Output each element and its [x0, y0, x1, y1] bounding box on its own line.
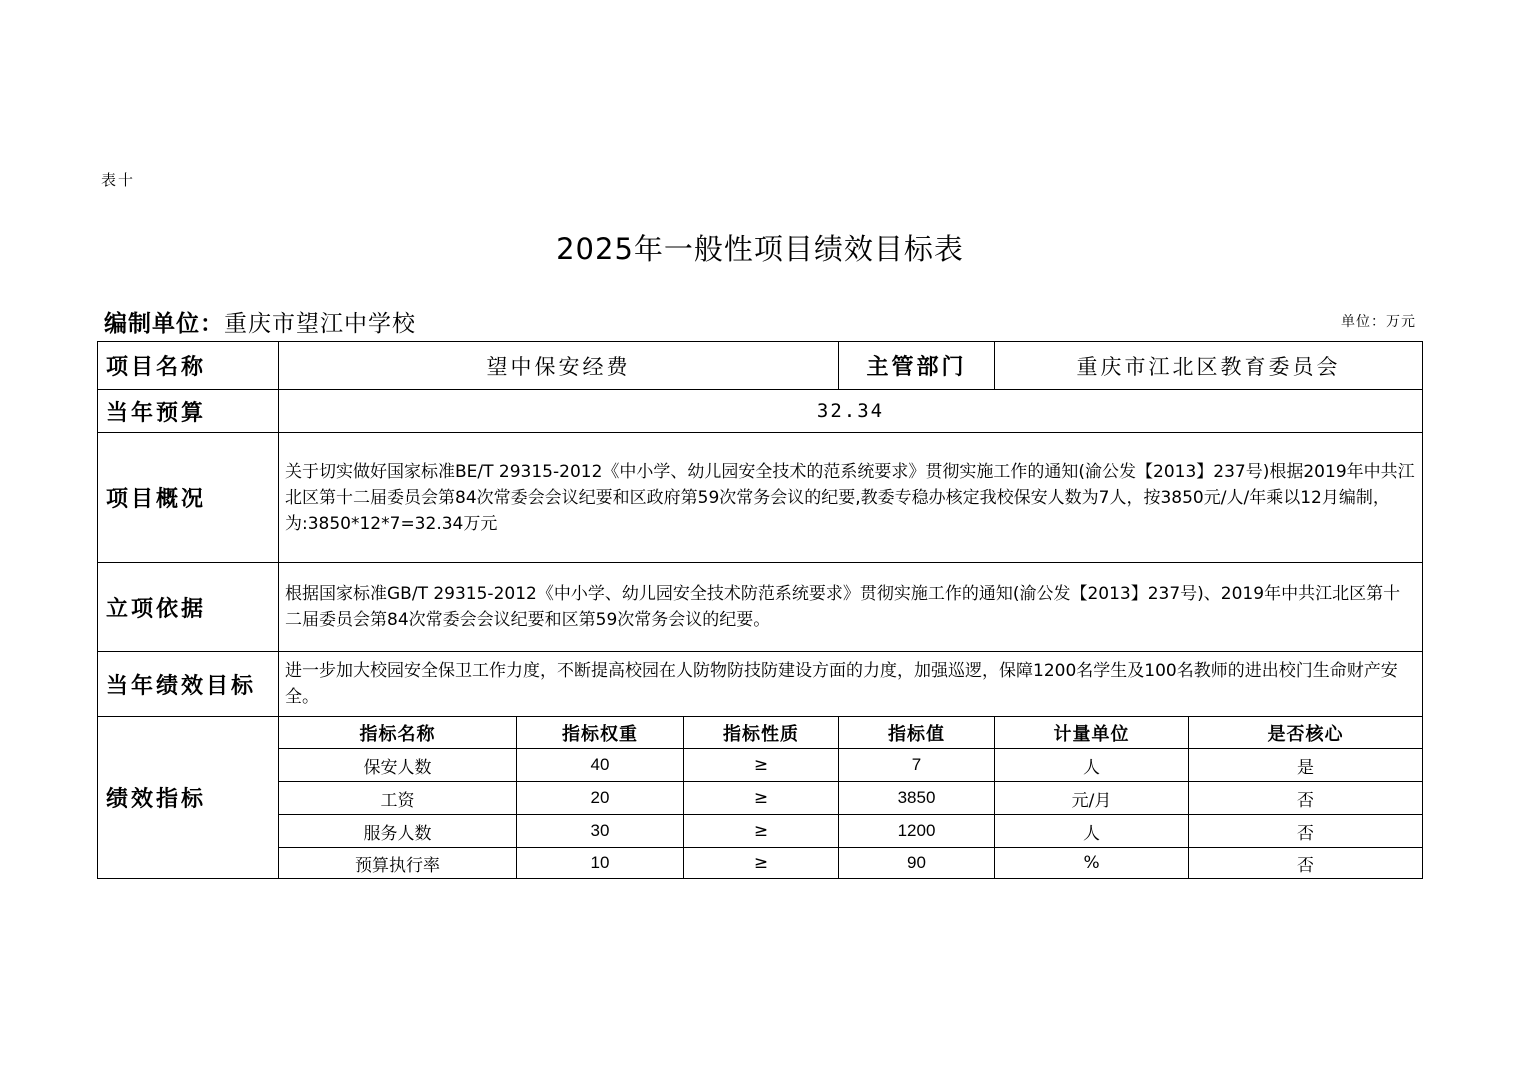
metric-row — [98, 749, 1423, 782]
metrics-header-row — [98, 717, 1423, 749]
metric-weight: 10 — [517, 848, 684, 879]
basis-text: 根据国家标准GB/T 29315-2012《中小学、幼儿园安全技术防范系统要求》贯彻实施工作的通知(渝公发【2013】237号)、2019年中共江北区第十二届委员会第84次常委会会议纪要和区第59次常务会议的纪要。 — [279, 563, 1423, 652]
metric-header-core: 是否核心 — [1189, 717, 1423, 749]
project-name-value: 望中保安经费 — [279, 342, 839, 390]
metric-header-unit: 计量单位 — [995, 717, 1189, 749]
metric-value: 90 — [839, 848, 995, 879]
metric-value: 3850 — [839, 782, 995, 815]
basis-row — [98, 563, 1423, 652]
metrics-label: 绩效指标 — [98, 717, 279, 879]
overview-text: 关于切实做好国家标准BE/T 29315-2012《中小学、幼儿园安全技术的范系统要求》贯彻实施工作的通知(渝公发【2013】237号)根据2019年中共江北区第十二届委员会第84次常委会会议纪要和区政府第59次常务会议的纪要,教委专稳办核定我校保安人数为7人，按3850元/人/年乘以12月编制，为:3850*12*7=32.34万元 — [279, 433, 1423, 563]
metric-row — [98, 815, 1423, 848]
metric-header-value: 指标值 — [839, 717, 995, 749]
metric-core: 否 — [1189, 848, 1423, 879]
metric-weight: 40 — [517, 749, 684, 782]
budget-row — [98, 390, 1423, 433]
goal-row — [98, 652, 1423, 717]
metric-nature: ≥ — [684, 749, 839, 782]
budget-label: 当年预算 — [98, 390, 279, 433]
performance-target-table — [97, 341, 1423, 879]
metric-nature: ≥ — [684, 815, 839, 848]
overview-row — [98, 433, 1423, 563]
metric-nature: ≥ — [684, 848, 839, 879]
metric-nature: ≥ — [684, 782, 839, 815]
metric-name: 服务人数 — [279, 815, 517, 848]
department-value: 重庆市江北区教育委员会 — [995, 342, 1423, 390]
metric-name: 工资 — [279, 782, 517, 815]
project-name-row — [98, 342, 1423, 390]
project-name-label: 项目名称 — [98, 342, 279, 390]
metric-unit: % — [995, 848, 1189, 879]
metric-core: 否 — [1189, 782, 1423, 815]
metric-unit: 人 — [995, 749, 1189, 782]
metric-unit: 元/月 — [995, 782, 1189, 815]
metric-row — [98, 782, 1423, 815]
metric-weight: 20 — [517, 782, 684, 815]
metric-header-weight: 指标权重 — [517, 717, 684, 749]
goal-text: 进一步加大校园安全保卫工作力度，不断提高校园在人防物防技防建设方面的力度，加强巡逻，保障1200名学生及100名教师的进出校门生命财产安全。 — [279, 652, 1423, 717]
overview-label: 项目概况 — [98, 433, 279, 563]
metric-unit: 人 — [995, 815, 1189, 848]
metric-header-nature: 指标性质 — [684, 717, 839, 749]
metric-row — [98, 848, 1423, 879]
budget-value: 32.34 — [279, 390, 1423, 433]
metric-core: 是 — [1189, 749, 1423, 782]
metric-weight: 30 — [517, 815, 684, 848]
basis-label: 立项依据 — [98, 563, 279, 652]
metric-header-name: 指标名称 — [279, 717, 517, 749]
document-number: 表十 — [101, 171, 136, 189]
metric-value: 1200 — [839, 815, 995, 848]
metric-core: 否 — [1189, 815, 1423, 848]
compiling-unit — [104, 305, 416, 338]
compiling-unit-value: 重庆市望江中学校 — [224, 311, 416, 337]
goal-label: 当年绩效目标 — [98, 652, 279, 717]
department-label: 主管部门 — [839, 342, 995, 390]
metric-name: 保安人数 — [279, 749, 517, 782]
page-title: 2025年一般性项目绩效目标表 — [556, 232, 964, 266]
compiling-unit-label: 编制单位： — [104, 311, 224, 337]
metric-name: 预算执行率 — [279, 848, 517, 879]
metric-value: 7 — [839, 749, 995, 782]
currency-unit-note: 单位：万元 — [1341, 314, 1416, 330]
